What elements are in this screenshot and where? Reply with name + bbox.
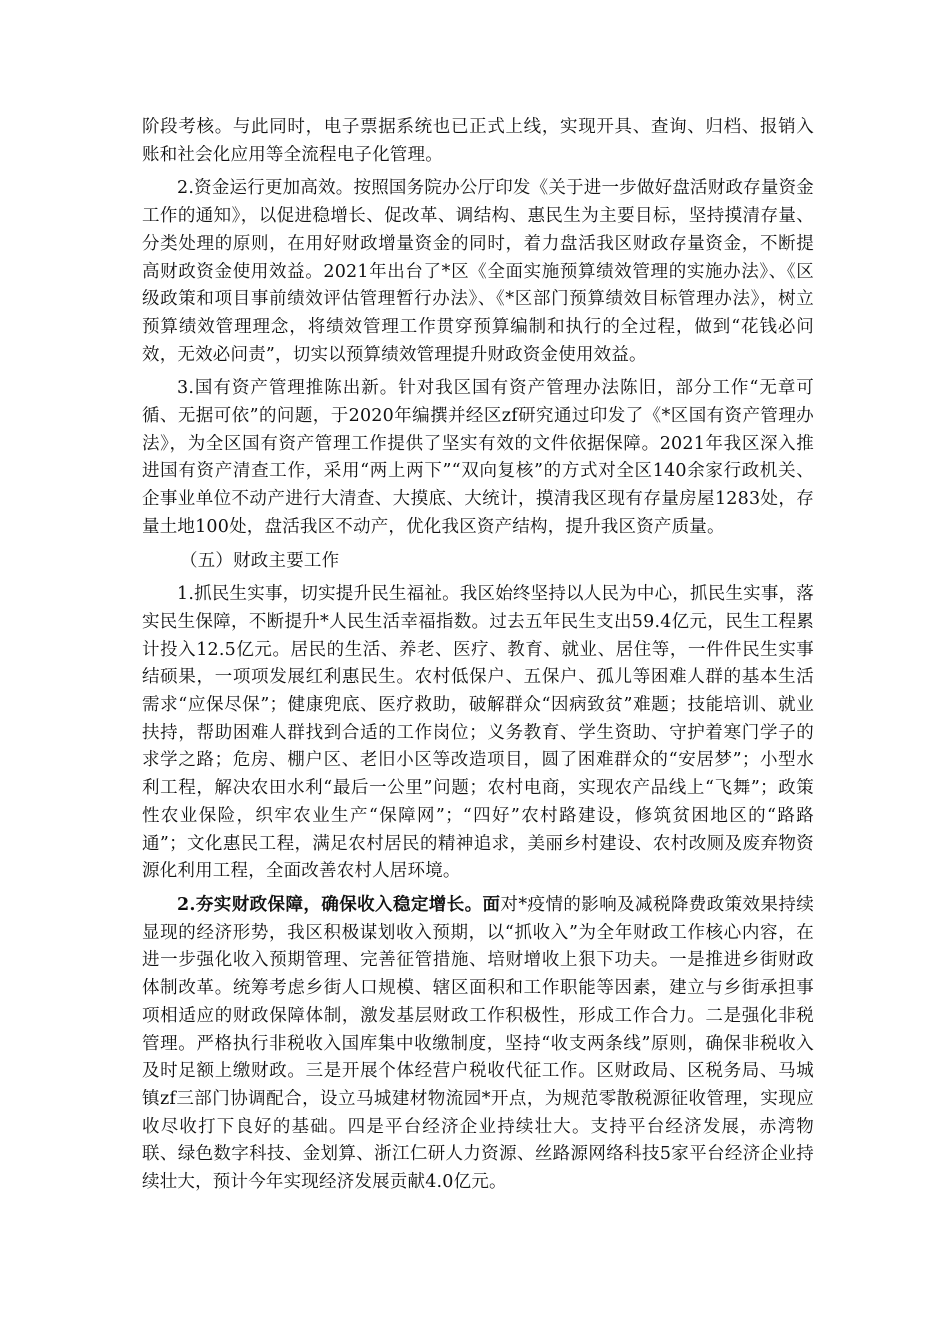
paragraph-continuation: 阶段考核。与此同时，电子票据系统也已正式上线，实现开具、查询、归档、报销入账和社会化应用等全流程电子化管理。 <box>142 117 814 165</box>
document-body <box>142 114 814 1203</box>
paragraph-revenue-body: 对*疫情的影响及减税降费政策效果持续显现的经济形势，我区积极谋划收入预期，以“抓收入”为全年财政工作核心内容，在进一步强化收入预期管理、完善征管措施、培财增收上狠下功夫。一是推进乡街财政体制改革。统筹考虑乡街人口规模、辖区面积和工作职能等因素，建立与乡街承担事项相适应的财政保障体制，激发基层财政工作积极性，形成工作合力。二是强化非税管理。严格执行非税收入国库集中收缴制度，坚持“收支两条线”原则，确保非税收入及时足额上缴财政。三是开展个体经营户税收代征工作。区财政局、区税务局、马城镇zf三部门协调配合，设立马城建材物流园*开点，为规范零散税源征收管理，实现应收尽收打下良好的基础。四是平台经济企业持续壮大。支持平台经济发展，赤湾物联、绿色数字科技、金划算、浙江仁研人力资源、丝路源网络科技5家平台经济企业持续壮大，预计今年实现经济发展贡献4.0亿元。 <box>142 894 814 1193</box>
paragraph-revenue <box>142 892 814 1197</box>
paragraph-revenue-lead: 2.夯实财政保障，确保收入稳定增长。面 <box>177 894 501 915</box>
paragraph-livelihood: 1.抓民生实事，切实提升民生福祉。我区始终坚持以人民为中心，抓民生实事，落实民生保障，不断提升*人民生活幸福指数。过去五年民生支出59.4亿元，民生工程累计投入12.5亿元。居民的生活、养老、医疗、教育、就业、居住等，一件件民生实事结硕果，一项项发展红利惠民生。农村低保户、五保户、孤儿等困难人群的基本生活需求“应保尽保”；健康兜底、医疗救助，破解群众“因病致贫”难题；技能培训、就业扶持，帮助困难人群找到合适的工作岗位；义务教育、学生资助、守护着寒门学子的求学之路；危房、棚户区、老旧小区等改造项目，圆了困难群众的“安居梦”；小型水利工程，解决农田水利“最后一公里”问题；农村电商，实现农产品线上“飞舞”；政策性农业保险，织牢农业生产“保障网”；“四好”农村路建设，修筑贫困地区的“路路通”；文化惠民工程，满足农村居民的精神追求，美丽乡村建设、农村改厕及废弃物资源化利用工程，全面改善农村人居环境。 <box>142 584 814 882</box>
paragraph-fund-operation: 2.资金运行更加高效。按照国务院办公厅印发《关于进一步做好盘活财政存量资金工作的通知》，以促进稳增长、促改革、调结构、惠民生为主要目标，坚持摸清存量、分类处理的原则，在用好财政增量资金的同时，着力盘活我区财政存量资金，不断提高财政资金使用效益。2021年出台了*区《全面实施预算绩效管理的实施办法》、《区级政策和项目事前绩效评估管理暂行办法》、《*区部门预算绩效目标管理办法》，树立预算绩效管理理念，将绩效管理工作贯穿预算编制和执行的全过程，做到“花钱必问效，无效必问责”，切实以预算绩效管理提升财政资金使用效益。 <box>142 178 814 365</box>
paragraph-state-assets: 3.国有资产管理推陈出新。针对我区国有资产管理办法陈旧，部分工作“无章可循、无据可依”的问题，于2020年编撰并经区zf研究通过印发了《*区国有资产管理办法》，为全区国有资产管理工作提供了坚实有效的文件依据保障。2021年我区深入推进国有资产清查工作，采用“两上两下”“双向复核”的方式对全区140余家行政机关、企事业单位不动产进行大清查、大摸底、大统计，摸清我区现有存量房屋1283处，存量土地100处，盘活我区不动产，优化我区资产结构，提升我区资产质量。 <box>142 378 814 537</box>
section-heading: （五）财政主要工作 <box>180 550 340 571</box>
